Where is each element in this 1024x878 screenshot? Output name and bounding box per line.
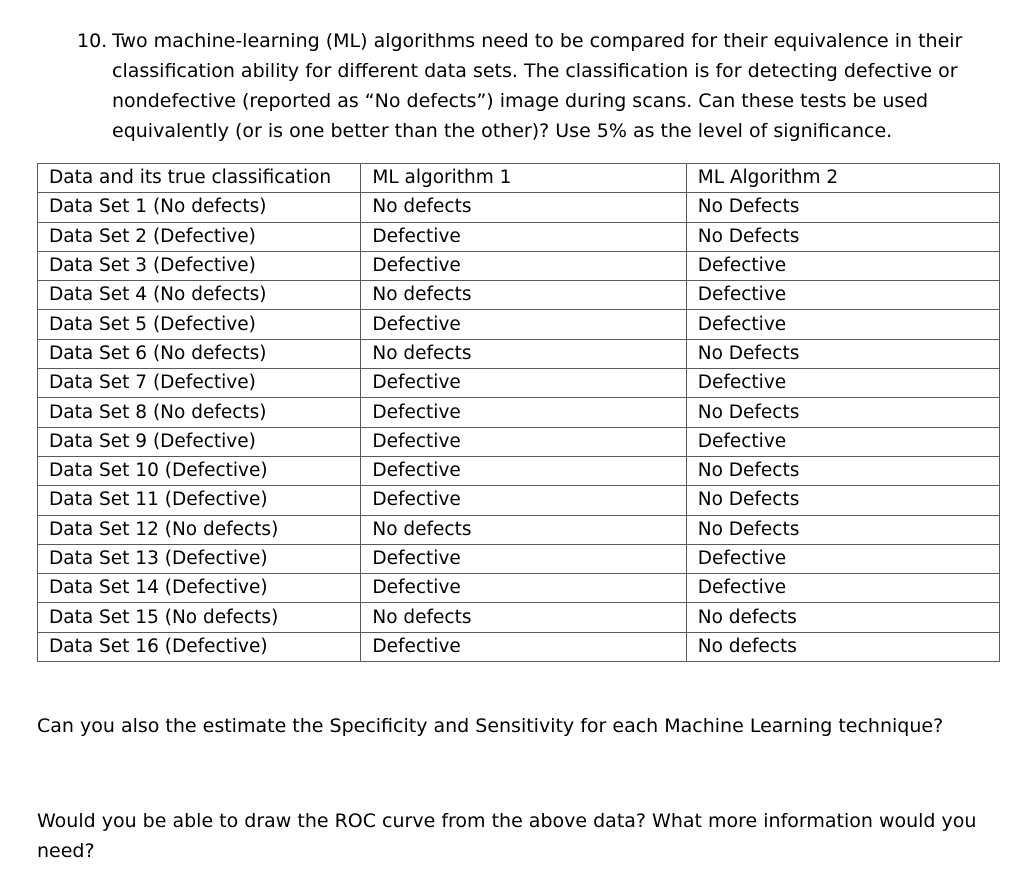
cell-ml-algorithm-1: No defects <box>361 603 686 632</box>
table-row <box>38 574 1000 603</box>
roc-curve-question: Would you be able to draw the ROC curve from the above data? What more information would you need? <box>37 810 977 862</box>
cell-ml-algorithm-2: No defects <box>686 632 999 661</box>
cell-true-classification: Data Set 5 (Defective) <box>38 310 361 339</box>
specificity-sensitivity-question: Can you also the estimate the Specificity and Sensitivity for each Machine Learning technique? <box>37 715 944 737</box>
cell-ml-algorithm-2: No Defects <box>686 515 999 544</box>
table-row <box>38 369 1000 398</box>
cell-true-classification: Data Set 12 (No defects) <box>38 515 361 544</box>
table-row <box>38 632 1000 661</box>
cell-ml-algorithm-1: Defective <box>361 544 686 573</box>
classification-table <box>37 163 1000 662</box>
cell-true-classification: Data Set 7 (Defective) <box>38 369 361 398</box>
cell-true-classification: Data Set 10 (Defective) <box>38 456 361 485</box>
cell-true-classification: Data Set 15 (No defects) <box>38 603 361 632</box>
cell-ml-algorithm-2: Defective <box>686 310 999 339</box>
table-row <box>38 251 1000 280</box>
cell-true-classification: Data Set 2 (Defective) <box>38 222 361 251</box>
cell-true-classification: Data Set 11 (Defective) <box>38 486 361 515</box>
cell-ml-algorithm-1: Defective <box>361 310 686 339</box>
cell-ml-algorithm-1: No defects <box>361 193 686 222</box>
table-header-row <box>38 164 1000 193</box>
cell-ml-algorithm-1: Defective <box>361 486 686 515</box>
table-row <box>38 193 1000 222</box>
cell-ml-algorithm-2: Defective <box>686 574 999 603</box>
question-text: Two machine-learning (ML) algorithms need to be compared for their equivalence in their classification ability for different data sets. The classification is for detecting defective or nondefective (reported as “No defects”) image during scans. Can these tests be used equivalently (or is one better than the other)? Use 5% as the level of significance. <box>112 30 963 142</box>
cell-ml-algorithm-2: No defects <box>686 603 999 632</box>
cell-ml-algorithm-2: Defective <box>686 427 999 456</box>
cell-true-classification: Data Set 16 (Defective) <box>38 632 361 661</box>
table-row <box>38 486 1000 515</box>
table-row <box>38 222 1000 251</box>
question-number: 10. <box>77 30 108 52</box>
cell-ml-algorithm-2: Defective <box>686 281 999 310</box>
cell-ml-algorithm-1: No defects <box>361 339 686 368</box>
header-ml-algorithm-1: ML algorithm 1 <box>361 164 686 193</box>
table-row <box>38 456 1000 485</box>
cell-ml-algorithm-1: No defects <box>361 281 686 310</box>
cell-ml-algorithm-2: No Defects <box>686 398 999 427</box>
cell-ml-algorithm-1: No defects <box>361 515 686 544</box>
question-block <box>77 26 977 146</box>
cell-ml-algorithm-2: No Defects <box>686 339 999 368</box>
cell-ml-algorithm-1: Defective <box>361 222 686 251</box>
table-row <box>38 603 1000 632</box>
cell-true-classification: Data Set 4 (No defects) <box>38 281 361 310</box>
cell-ml-algorithm-2: No Defects <box>686 193 999 222</box>
cell-true-classification: Data Set 13 (Defective) <box>38 544 361 573</box>
cell-ml-algorithm-1: Defective <box>361 456 686 485</box>
header-true-classification: Data and its true classification <box>38 164 361 193</box>
cell-true-classification: Data Set 14 (Defective) <box>38 574 361 603</box>
cell-ml-algorithm-1: Defective <box>361 398 686 427</box>
cell-true-classification: Data Set 3 (Defective) <box>38 251 361 280</box>
header-ml-algorithm-2: ML Algorithm 2 <box>686 164 999 193</box>
cell-ml-algorithm-1: Defective <box>361 574 686 603</box>
cell-ml-algorithm-1: Defective <box>361 427 686 456</box>
table-row <box>38 515 1000 544</box>
cell-true-classification: Data Set 9 (Defective) <box>38 427 361 456</box>
cell-ml-algorithm-2: No Defects <box>686 456 999 485</box>
cell-true-classification: Data Set 1 (No defects) <box>38 193 361 222</box>
table-row <box>38 310 1000 339</box>
cell-ml-algorithm-1: Defective <box>361 369 686 398</box>
cell-true-classification: Data Set 8 (No defects) <box>38 398 361 427</box>
cell-ml-algorithm-2: Defective <box>686 544 999 573</box>
cell-ml-algorithm-2: No Defects <box>686 486 999 515</box>
cell-ml-algorithm-2: Defective <box>686 251 999 280</box>
table-row <box>38 339 1000 368</box>
cell-true-classification: Data Set 6 (No defects) <box>38 339 361 368</box>
cell-ml-algorithm-1: Defective <box>361 251 686 280</box>
cell-ml-algorithm-1: Defective <box>361 632 686 661</box>
table-row <box>38 427 1000 456</box>
cell-ml-algorithm-2: No Defects <box>686 222 999 251</box>
cell-ml-algorithm-2: Defective <box>686 369 999 398</box>
table-row <box>38 281 1000 310</box>
table-row <box>38 544 1000 573</box>
table-row <box>38 398 1000 427</box>
